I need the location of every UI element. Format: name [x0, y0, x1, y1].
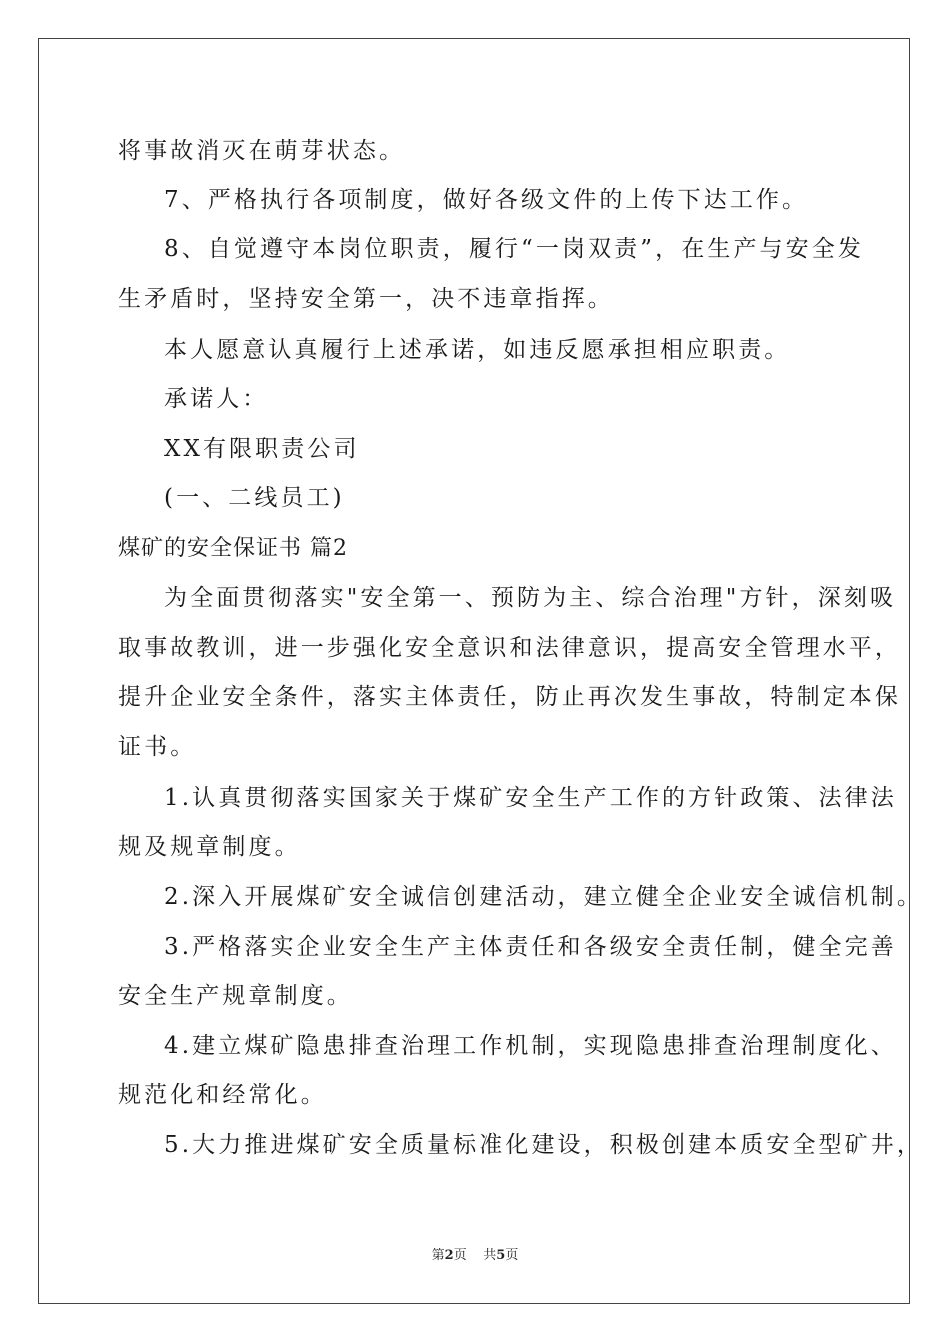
paragraph-line: 5.大力推进煤矿安全质量标准化建设，积极创建本质安全型矿井，: [164, 1132, 923, 1158]
total-suffix: 页: [505, 1248, 519, 1263]
paragraph-line: 安全生产规章制度。: [118, 983, 353, 1009]
paragraph-line: 8、自觉遵守本岗位职责，履行“一岗双责”，在生产与安全发: [164, 236, 864, 262]
paragraph-line: 规范化和经常化。: [118, 1082, 327, 1108]
total-page-number: 5: [496, 1248, 506, 1263]
total-prefix: 共: [483, 1248, 497, 1263]
paragraph-line: 7、严格执行各项制度，做好各级文件的上传下达工作。: [164, 187, 809, 213]
current-page-number: 2: [444, 1248, 454, 1263]
paragraph-line: 2.深入开展煤矿安全诚信创建活动，建立健全企业安全诚信机制。: [164, 884, 923, 910]
paragraph-line: 1.认真贯彻落实国家关于煤矿安全生产工作的方针政策、法律法: [164, 785, 897, 811]
page-border: [38, 38, 910, 1304]
paragraph-line: 将事故消灭在萌芽状态。: [118, 138, 406, 164]
signatory-label: 承诺人：: [164, 386, 269, 412]
section-heading: 煤矿的安全保证书 篇2: [118, 536, 348, 561]
paragraph-line: 4.建立煤矿隐患排查治理工作机制，实现隐患排查治理制度化、: [164, 1033, 897, 1059]
paragraph-line: 3.严格落实企业安全生产主体责任和各级安全责任制，健全完善: [164, 934, 897, 960]
paragraph-line: 本人愿意认真履行上述承诺，如违反愿承担相应职责。: [164, 337, 791, 363]
company-name: XX有限职责公司: [164, 436, 360, 462]
paragraph-line: 证书。: [118, 734, 197, 760]
paragraph-line: 规及规章制度。: [118, 834, 301, 860]
paragraph-line: 提升企业安全条件，落实主体责任，防止再次发生事故，特制定本保: [118, 684, 901, 710]
paragraph-line: 为全面贯彻落实"安全第一、预防为主、综合治理"方针，深刻吸: [164, 585, 897, 611]
page-footer: [0, 1244, 950, 1263]
page-prefix: 第: [431, 1248, 445, 1263]
paragraph-line: 生矛盾时，坚持安全第一，决不违章指挥。: [118, 286, 614, 312]
page-suffix: 页: [453, 1248, 467, 1263]
paragraph-line: 取事故教训，进一步强化安全意识和法律意识，提高安全管理水平，: [118, 635, 901, 661]
employee-category: (一、二线员工): [164, 485, 345, 511]
